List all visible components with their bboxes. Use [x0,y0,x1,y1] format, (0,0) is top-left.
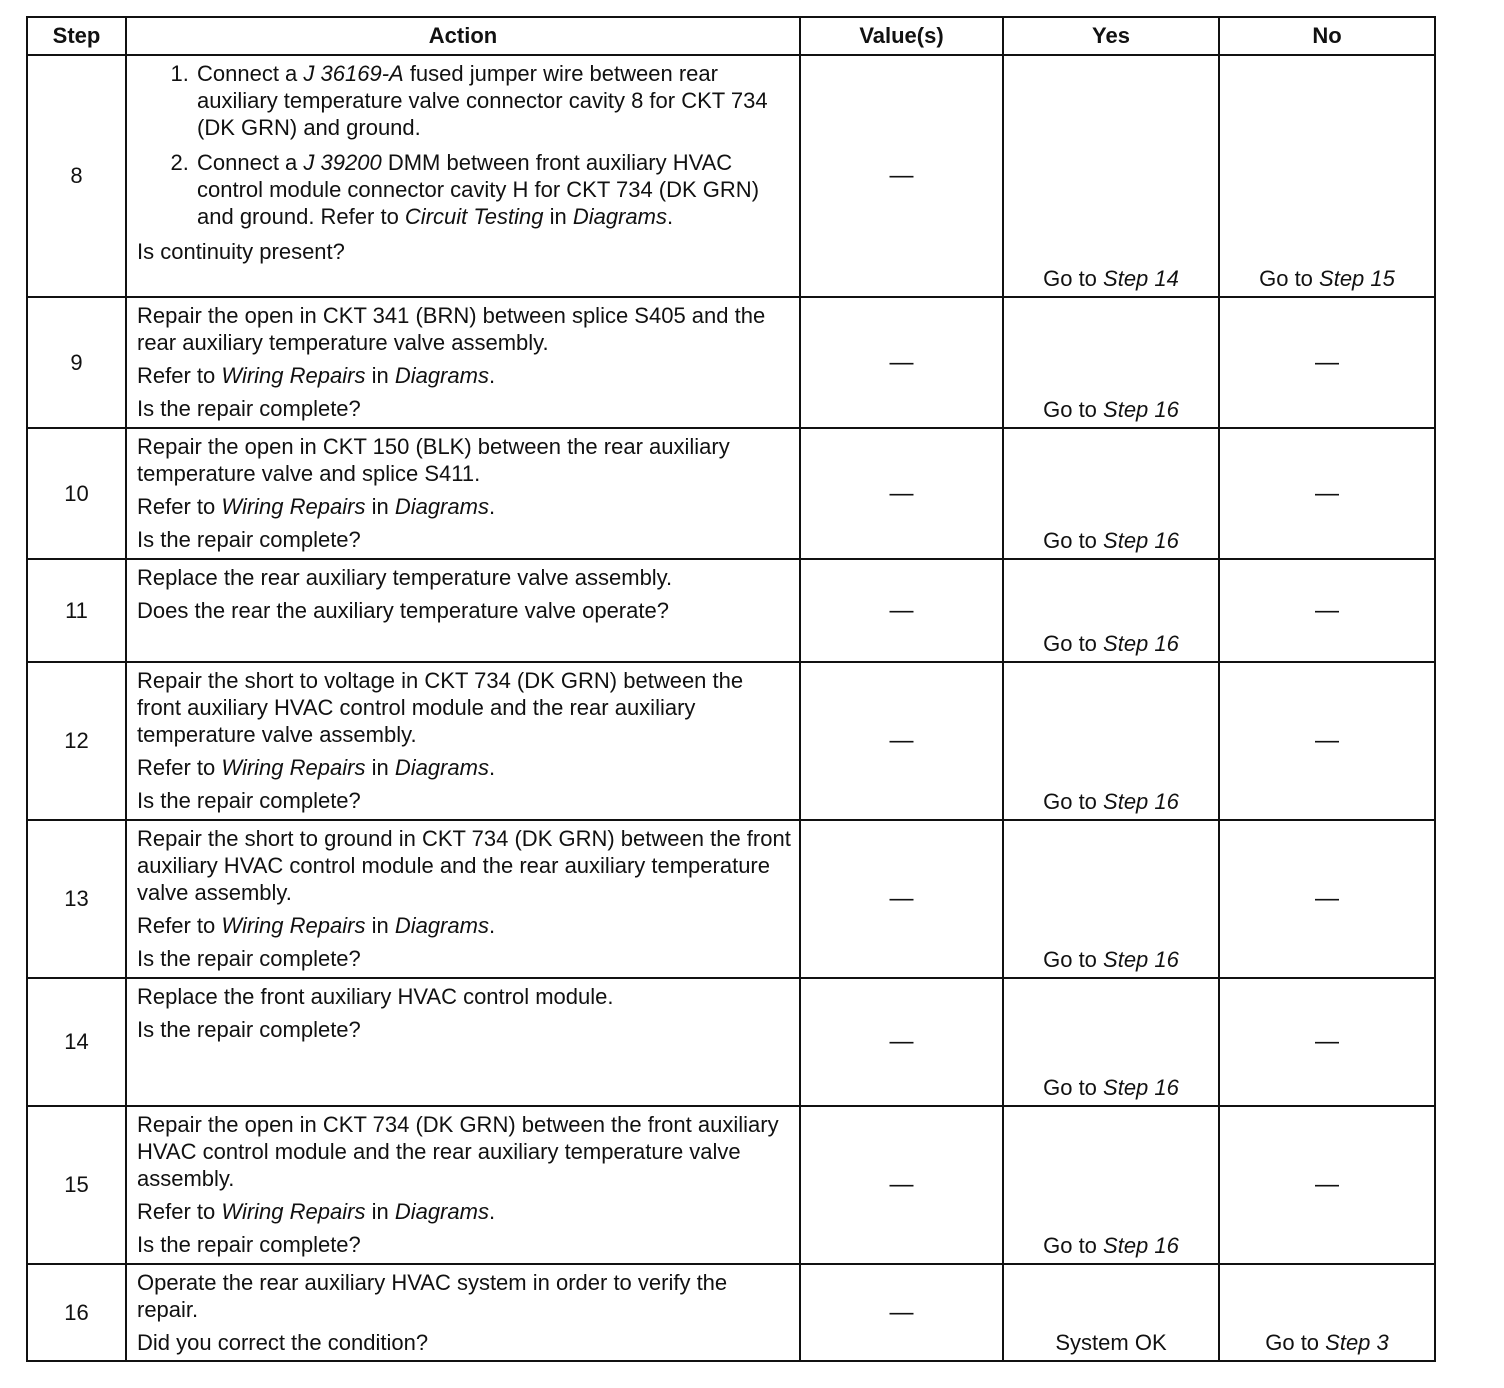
header-row [27,17,1435,55]
no-cell: Go to Step 15 [1219,55,1435,297]
yes-cell: Go to Step 16 [1003,428,1219,559]
value-cell: — [800,662,1003,820]
action-question: Did you correct the condition? [137,1330,429,1355]
yes-cell: Go to Step 16 [1003,662,1219,820]
no-cell: — [1219,428,1435,559]
action-cell [126,55,800,297]
step-number: 11 [27,559,126,662]
header-yes: Yes [1003,17,1219,55]
value-cell: — [800,559,1003,662]
yes-cell: Go to Step 14 [1003,55,1219,297]
yes-cell: Go to Step 16 [1003,297,1219,428]
table-row [27,978,1435,1106]
action-text: Operate the rear auxiliary HVAC system in order to verify the repair. [137,1270,728,1322]
value-cell: — [800,978,1003,1106]
action-text: Repair the short to ground in CKT 734 (DK GRN) between the front auxiliary HVAC control module and the rear auxiliary temperature valve assembly. [137,826,791,905]
no-cell: — [1219,820,1435,978]
no-cell: Go to Step 3 [1219,1264,1435,1361]
no-cell: — [1219,1106,1435,1264]
action-question: Is the repair complete? [137,396,361,421]
action-cell [126,978,800,1106]
yes-cell: System OK [1003,1264,1219,1361]
action-question: Is the repair complete? [137,946,361,971]
action-text: Repair the short to voltage in CKT 734 (DK GRN) between the front auxiliary HVAC control module and the rear auxiliary temperature valve assembly. [137,668,744,747]
step-number: 10 [27,428,126,559]
action-question: Is the repair complete? [137,1232,361,1257]
table-row [27,428,1435,559]
action-refer: Refer to Wiring Repairs in Diagrams. [137,913,496,938]
action-question: Is the repair complete? [137,1017,361,1042]
yes-cell: Go to Step 16 [1003,559,1219,662]
action-cell [126,297,800,428]
header-step: Step [27,17,126,55]
step-number: 16 [27,1264,126,1361]
table-row [27,559,1435,662]
yes-cell: Go to Step 16 [1003,820,1219,978]
action-cell [126,1106,800,1264]
step-number: 15 [27,1106,126,1264]
value-cell: — [800,1106,1003,1264]
action-text: Repair the open in CKT 341 (BRN) between splice S405 and the rear auxiliary temperature valve assembly. [137,303,766,355]
action-question: Does the rear the auxiliary temperature valve operate? [137,598,669,623]
table-row [27,820,1435,978]
header-values: Value(s) [800,17,1003,55]
value-cell: — [800,297,1003,428]
action-refer: Refer to Wiring Repairs in Diagrams. [137,494,496,519]
header-action: Action [126,17,800,55]
action-cell [126,559,800,662]
table-row [27,297,1435,428]
step-number: 12 [27,662,126,820]
table-row [27,1106,1435,1264]
action-refer: Refer to Wiring Repairs in Diagrams. [137,1199,496,1224]
table-row [27,1264,1435,1361]
value-cell: — [800,55,1003,297]
value-cell: — [800,820,1003,978]
table-row [27,662,1435,820]
action-refer: Refer to Wiring Repairs in Diagrams. [137,363,496,388]
no-cell: — [1219,297,1435,428]
action-text: Replace the front auxiliary HVAC control module. [137,984,614,1009]
list-item: 1. Connect a J 36169-A fused jumper wire between rear auxiliary temperature valve connector cavity 8 for CKT 734 (DK GRN) and ground. [195,60,791,141]
yes-cell: Go to Step 16 [1003,978,1219,1106]
no-cell: — [1219,978,1435,1106]
action-question: Is the repair complete? [137,527,361,552]
table-row [27,55,1435,297]
action-text: Repair the open in CKT 150 (BLK) between the rear auxiliary temperature valve and splice S411. [137,434,730,486]
yes-cell: Go to Step 16 [1003,1106,1219,1264]
action-text: Replace the rear auxiliary temperature valve assembly. [137,565,673,590]
diagnostic-table [26,16,1436,1362]
no-cell: — [1219,662,1435,820]
action-cell [126,428,800,559]
step-number: 8 [27,55,126,297]
action-text: Repair the open in CKT 734 (DK GRN) between the front auxiliary HVAC control module and the rear auxiliary temperature valve assembly. [137,1112,779,1191]
action-steps-list [137,60,791,238]
action-question: Is continuity present? [137,239,345,264]
value-cell: — [800,1264,1003,1361]
action-question: Is the repair complete? [137,788,361,813]
action-cell [126,662,800,820]
step-number: 14 [27,978,126,1106]
list-item: 2. Connect a J 39200 DMM between front auxiliary HVAC control module connector cavity H for CKT 734 (DK GRN) and ground. Refer to Circuit Testing in Diagrams. [195,149,791,230]
step-number: 9 [27,297,126,428]
value-cell: — [800,428,1003,559]
step-number: 13 [27,820,126,978]
action-refer: Refer to Wiring Repairs in Diagrams. [137,755,496,780]
action-cell [126,1264,800,1361]
no-cell: — [1219,559,1435,662]
action-cell [126,820,800,978]
header-no: No [1219,17,1435,55]
